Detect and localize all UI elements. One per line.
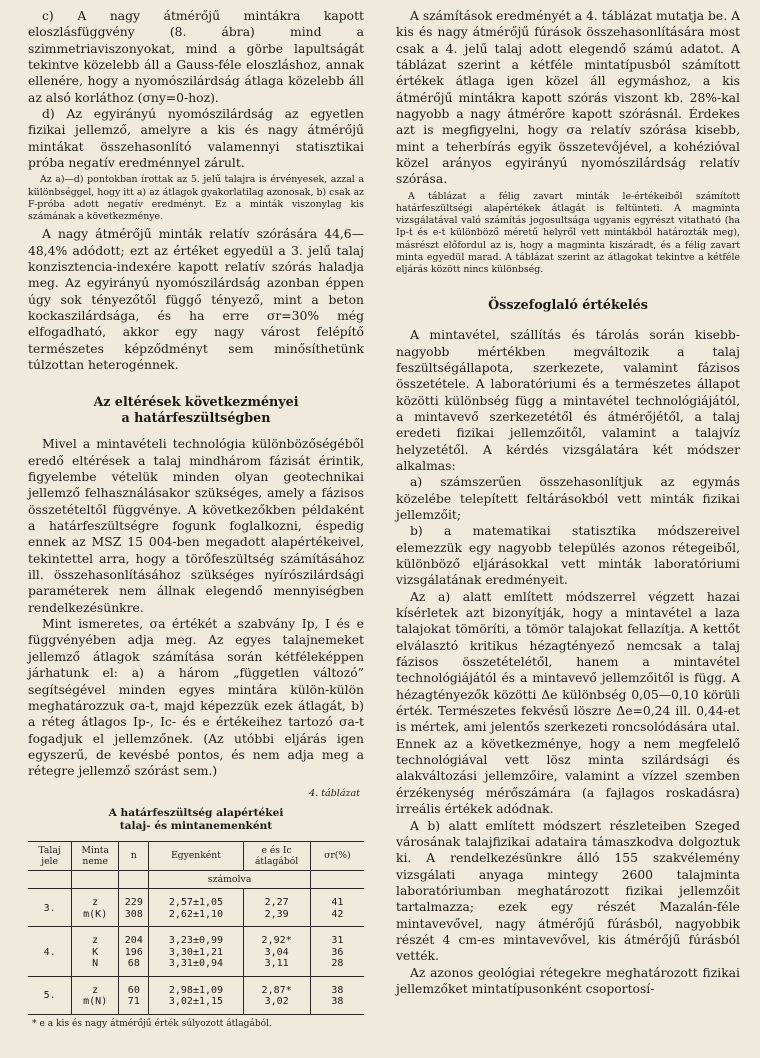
- cell-line: 2,62±1,10: [168, 908, 224, 920]
- cell-line: 31: [331, 935, 344, 947]
- cell-line: 3,30±1,21: [168, 946, 224, 958]
- cell-line: 308: [124, 908, 143, 920]
- cell-line: 2,27: [264, 897, 289, 909]
- cell-line: 204: [124, 935, 143, 947]
- table-cell: [243, 889, 310, 927]
- cell-line: z: [92, 984, 99, 996]
- table-cell: [243, 927, 310, 977]
- cell-line: m(K): [83, 908, 108, 920]
- table-row: [28, 976, 364, 1014]
- paragraph: a) számszerűen összehasonlítjuk az egymás közelébe telepített feltárásokból vett minták fizikai jellemzőit;: [396, 475, 740, 522]
- cell-line: 2,87*: [261, 984, 292, 996]
- table-cell: [119, 889, 149, 927]
- paragraph: A mintavétel, szállítás és tárolás során kisebb-nagyobb mértékben megváltozik a talaj feszültségállapota, szerkezete, valamint fázisos összetétele. A laboratóriumi és a természetes állapot közötti különbség függ a mintavétel technológiájától, a mintavevő szerkezetétől és átmérőjétől, a talaj eredeti fizikai jellemzőitől, valamint a talajvíz helyzetétől. A kérdés vizsgálatára két módszer alkalmas:: [396, 328, 740, 473]
- column-header: e és Ic átlagából: [243, 841, 310, 870]
- table-cell: [310, 889, 364, 927]
- table-group: [28, 927, 364, 977]
- table-cell: [72, 927, 119, 977]
- cell-line: 60: [127, 984, 140, 996]
- cell-line: 2,92*: [261, 935, 292, 947]
- table-cell: [119, 870, 149, 889]
- table-cell: [72, 889, 119, 927]
- paragraph: d) Az egyirányú nyomószilárdság az egyetlen fizikai jellemző, amelyre a kis és nagy átmérőjű mintákat összehasonlító valamennyi statisztikai próba negatív eredménnyel zárult.: [28, 107, 364, 171]
- cell-line: 3,11: [264, 958, 289, 970]
- table-row: [28, 889, 364, 927]
- cell-line: 3,02±1,15: [168, 996, 224, 1008]
- cell-line: 2,57±1,05: [168, 897, 224, 909]
- cell-line: 3,04: [264, 946, 289, 958]
- cell-line: 41: [331, 897, 344, 909]
- cell-line: 38: [331, 984, 344, 996]
- table-number: 4. táblázat: [309, 787, 360, 799]
- cell-line: 42: [331, 908, 344, 920]
- table-cell: 3.: [43, 902, 56, 914]
- table-title: [28, 807, 364, 833]
- table-group: [28, 889, 364, 927]
- table-cell: [310, 927, 364, 977]
- cell-line: 3,23±0,99: [168, 935, 224, 947]
- table-row: [28, 927, 364, 977]
- cell-line: 2,39: [264, 908, 289, 920]
- cell-line: 38: [331, 996, 344, 1008]
- table-cell: [119, 976, 149, 1014]
- paragraph: Mivel a mintavételi technológia különbözőségéből eredő eltérések a talaj mindhárom fázisát érintik, figyelembe vételük minden olyan geotechnikai jellemző felhasználásakor szükséges, amely a fázisos összetételtől függvénye. A következőkben példaként a határfeszültségre fogunk foglalkozni, éspedig ennek az MSZ 15 004-ben megadott alapértékeivel, tekintettel arra, hogy a törőfeszültség számításához ill. összehasonlításához szükséges nyírószilárdsági paraméterek nem állnak elegendő mennyiségben rendelkezésünkre.: [28, 437, 364, 615]
- section-heading: [28, 394, 364, 426]
- table-unit-row: [28, 870, 364, 889]
- table-cell: [119, 927, 149, 977]
- table-title-line: A határfeszültség alapértékei: [108, 806, 284, 819]
- column-header: Talaj jele: [28, 841, 72, 870]
- data-table: [28, 841, 364, 1015]
- paragraph: A számítások eredményét a 4. táblázat mutatja be. A kis és nagy átmérőjű fúrások összehasonlítására most csak a 4. jelű talaj adott elegendő számú adatot. A táblázat szerint a kétféle mintatípusból számított értékek átlaga igen közel áll egymáshoz, a kis átmérőjű mintákra kapott szórás viszont kb. 28%-kal nagyobb a nagy átmérőre kapott szórásnál. Érdekes azt is megfigyelni, hogy σa relatív szórása kisebb, mint a teherbírás egyik összetevőjével, a kohézióval közel arányos egyirányú nyomószilárdság relatív szórása.: [396, 9, 740, 187]
- table-group: [28, 976, 364, 1014]
- cell-line: m(N): [83, 996, 108, 1008]
- table-cell: [149, 927, 243, 977]
- cell-line: z: [92, 897, 99, 909]
- cell-line: K: [92, 946, 99, 958]
- right-column: [396, 8, 740, 997]
- cell-line: 28: [331, 958, 344, 970]
- cell-line: 36: [331, 946, 344, 958]
- paragraph: c) A nagy átmérőjű mintákra kapott eloszlásfüggvény (8. ábra) mind a szimmetriaviszonyokat, mind a görbe lapultságát tekintve közelebb áll a Gauss-féle eloszláshoz, annak ellenére, hogy a nyomószilárdság átlaga közelebb áll az alsó korláthoz (σny=0-hoz).: [28, 9, 364, 105]
- left-column: [28, 8, 364, 1029]
- cell-line: 3,02: [264, 996, 289, 1008]
- table-title-line: talaj- és mintanemenként: [119, 819, 273, 832]
- cell-line: 71: [127, 996, 140, 1008]
- table-cell: [149, 976, 243, 1014]
- small-print-note: Az a)—d) pontokban írottak az 5. jelű talajra is érvényesek, azzal a különbséggel, hogy itt a) az átlagok gyakorlatilag azonosak, b) csak az F-próba adott negatív eredményt. Ez a minták viszonylag kis számának a következménye.: [28, 174, 364, 223]
- paragraph: b) a matematikai statisztika módszereivel elemezzük egy nagyobb település azonos rétegeiből, különböző eljárásokkal vett minták laboratóriumi vizsgálatának eredményeit.: [396, 524, 740, 588]
- cell-line: 229: [124, 897, 143, 909]
- table-footnote: * e a kis és nagy átmérőjű érték súlyozott átlagából.: [32, 1018, 272, 1029]
- table-cell: [310, 976, 364, 1014]
- paragraph: Mint ismeretes, σa értékét a szabvány Ip, I és e függvényében adja meg. Az egyes talajnemeket jellemző átlagok számítása során kétféleképpen járhatunk el: a) a három „független változó” segítségével minden egyes mintára külön-külön meghatározzuk σa-t, majd képezzük ezek átlagát, b) a réteg átlagos Ip-, Ic- és e értékeihez tartozó σa-t fogadjuk el jellemzőnek. (Az utóbbi eljárás igen egyszerű, de kevésbé pontos, és nem adja meg a rétegre jellemző szórást sem.): [28, 617, 364, 779]
- section-heading-line: a határfeszültségben: [121, 410, 271, 426]
- paragraph: A b) alatt említett módszert részleteiben Szeged városának talajfizikai adataira támaszkodva dolgoztuk ki. A rendelkezésünkre álló 155 szakvélemény vizsgálati anyaga mintegy 2600 talajminta laboratóriumban meghatározott fizikai jellemzőit tartalmazza; ezek egy részét Mazalán-féle mintavevővel, nagy átmérőjű fúrásból, nagyobbik részét 4 cm-es mintavevővel, kis átmérőjű fúrásból vették.: [396, 818, 740, 964]
- spacer: [396, 279, 740, 297]
- table-cell: [149, 889, 243, 927]
- table-cell: 5.: [28, 976, 72, 1014]
- cell-line: 3,31±0,94: [168, 958, 224, 970]
- cell-line: N: [92, 958, 99, 970]
- column-header: n: [119, 841, 149, 870]
- table-cell: [28, 870, 72, 889]
- column-header: σr(%): [310, 841, 364, 870]
- table-cell: [72, 870, 119, 889]
- table-cell: [310, 870, 364, 889]
- small-print-note: A táblázat a félig zavart minták le-értékeiből számított határfeszültségi alapértékek átlagát is feltünteti. A magminta vizsgálatával való számítás jogosultsága ugyanis egyrészt vitatható (ha Ip-t és e-t különböző méretű helyről vett mintákból határozták meg), másrészt előfordul az is, hogy a magminta kiszáradt, és a félig zavart minta egyedül marad. A táblázat szerint az átlagokat tekintve a kétféle eljárás között nincs különbség.: [396, 190, 740, 275]
- table-cell: [72, 976, 119, 1014]
- section-heading: Összefoglaló értékelés: [488, 297, 648, 313]
- table-unit-label: számolva: [149, 870, 310, 889]
- section-heading-line: Az eltérések következményei: [93, 394, 299, 410]
- cell-line: 68: [127, 958, 140, 970]
- paragraph: Az azonos geológiai rétegekre meghatározott fizikai jellemzőket mintatípusonként csoportosí-: [396, 965, 740, 996]
- column-header: Egyenként: [149, 841, 243, 870]
- cell-line: 196: [124, 946, 143, 958]
- table-cell: 4.: [28, 927, 72, 977]
- cell-line: z: [92, 935, 99, 947]
- table-cell: [243, 976, 310, 1014]
- paragraph: A nagy átmérőjű minták relatív szórására 44,6—48,4% adódott; ezt az értéket egyedül a 3. jelű talaj konzisztencia-indexére kapott relatív szórás haladja meg. Az egyirányú nyomószilárdság azonban éppen úgy sok tényezőtől függő tényező, mint a beton kockaszilárdsága, és ha erre σr=30% még elfogadható, akkor egy nagy várost felépítő természetes képződményt sem minősíthetünk túlzottan heterogénnek.: [28, 227, 364, 372]
- cell-line: 2,98±1,09: [168, 984, 224, 996]
- column-header: Minta neme: [72, 841, 119, 870]
- paragraph: Az a) alatt említett módszerrel végzett hazai kísérletek azt bizonyítják, hogy a mintavétel a laza talajokat tömöríti, a tömör talajokat fellazítja. A kettőt elválasztó kritikus hézagtényező nemcsak a talaj fázisos összetételétől, hanem a mintavétel technológiájától és a mintavevő jellemzőitől is függ. A hézagtényezők közötti Δe különbség 0,05—0,10 körüli érték. Természetes fekvésű löszre Δe=0,24 ill. 0,44-et is mértek, ami jelentős szerkezeti roncsolódására utal. Ennek az a következménye, hogy a nem megfelelő technológiával vett lösz minta szilárdsági és alakváltozási jellemzőire, valamint a vízzel szemben érzékenység mérőszámára (a fajlagos roskadásra) irreális értékek adódnak.: [396, 589, 740, 817]
